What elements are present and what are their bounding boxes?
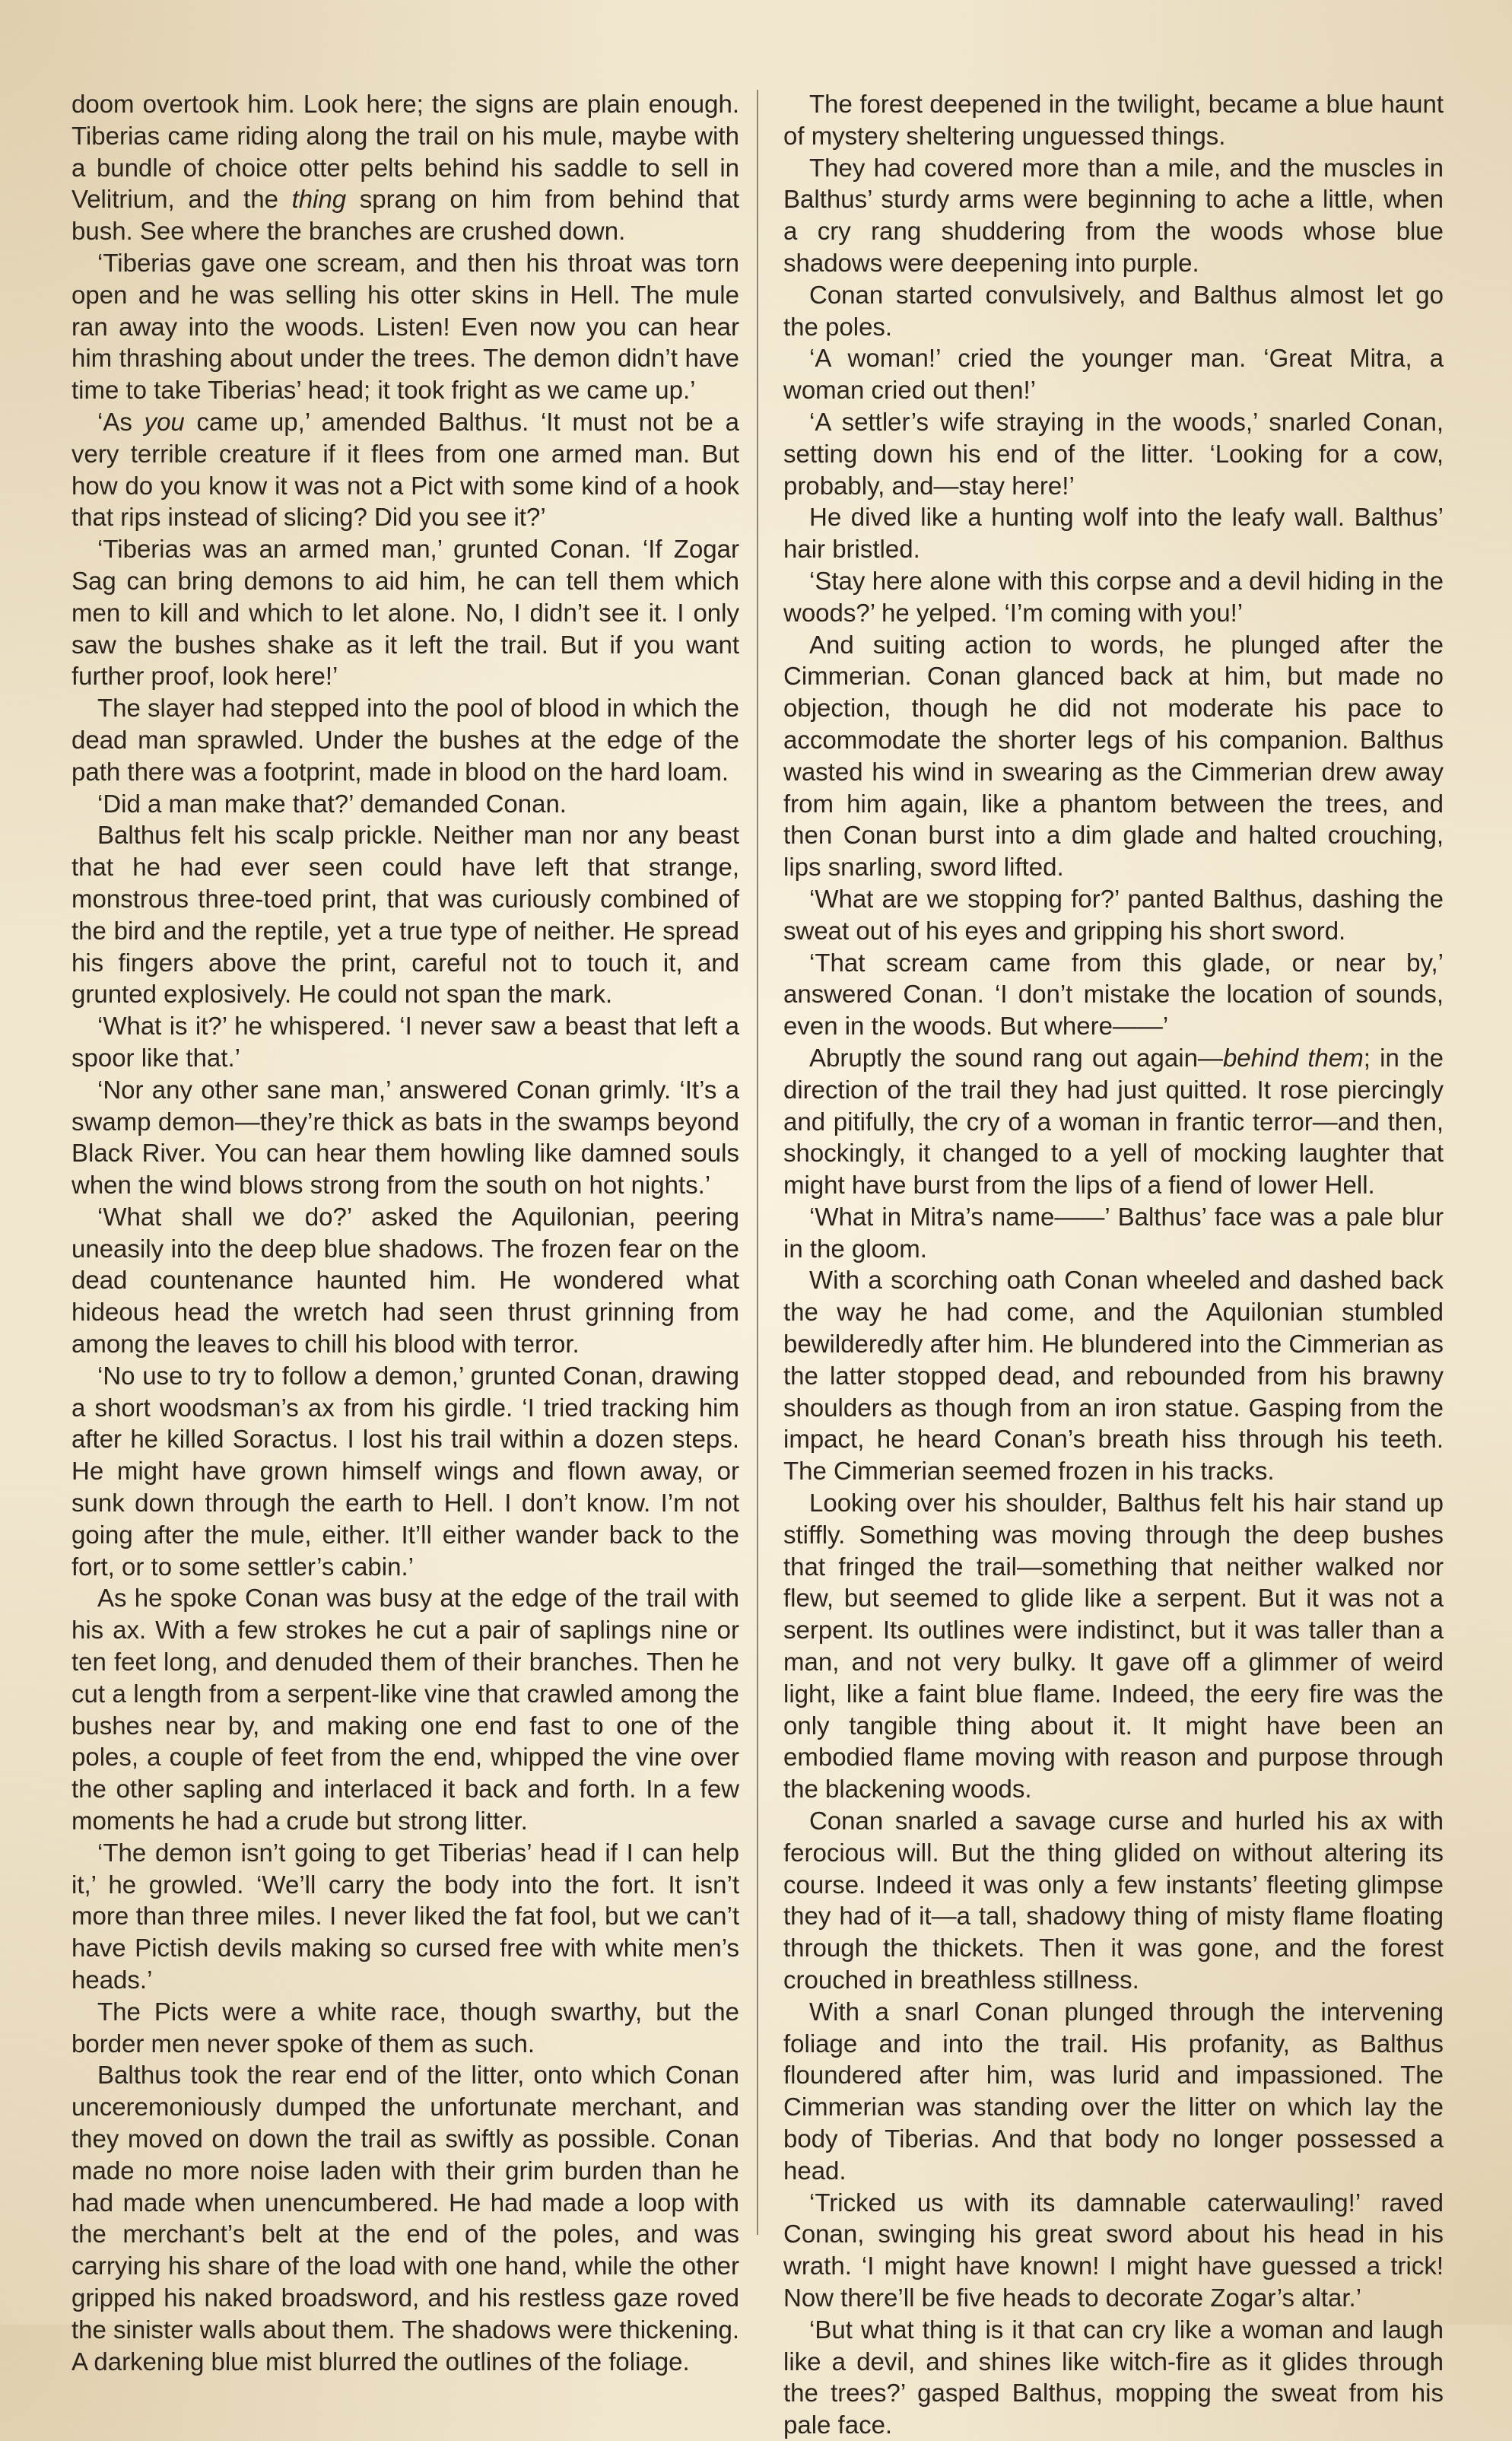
text-run: Balthus felt his scalp prickle. Neither man nor any beast that he had ever seen could have left that strange, monstrous three-toed print, that was curiously combined of the bird and the reptile, yet a true type of neither. He spread his fingers above the print, careful not to touch it, and grunted explosively. He could not span the mark.	[71, 821, 739, 1009]
paragraph	[783, 1805, 1444, 1996]
emphasis-text: thing	[291, 185, 347, 214]
text-run: Balthus took the rear end of the litter, onto which Conan unceremoniously dumped the unfortunate merchant, and they moved on down the trail as swiftly as possible. Conan made no more noise laden with their grim burden than he had made when unencumbered. He had made a loop with the merchant’s belt at the end of the poles, and was carrying his share of the load with one hand, while the other gripped his naked broadsword, and his restless gaze roved the sinister walls about them. The shadows were thickening. A darkening blue mist blurred the outlines of the foliage.	[71, 2061, 740, 2376]
paragraph	[71, 1582, 739, 1836]
paragraph	[783, 342, 1444, 406]
text-run: ‘Stay here alone with this corpse and a devil hiding in the woods?’ he yelped. ‘I’m coming with you!’	[783, 566, 1444, 627]
paragraph	[783, 88, 1444, 152]
text-run: ‘What in Mitra’s name——’ Balthus’ face was a pale blur in the gloom.	[783, 1202, 1444, 1263]
text-run: ‘Nor any other sane man,’ answered Conan grimly. ‘It’s a swamp demon—they’re thick as bats in the swamps beyond Black River. You can hear them howling like damned souls when the wind blows strong from the south on hot nights.’	[71, 1075, 739, 1200]
paragraph	[783, 152, 1444, 279]
paragraph	[783, 501, 1444, 565]
emphasis-text: behind them	[1222, 1043, 1364, 1072]
left-text-column	[71, 88, 740, 2376]
text-run: As he spoke Conan was busy at the edge of the trail with his ax. With a few strokes he cut a pair of saplings nine or ten feet long, and denuded them of their branches. Then he cut a length from a serpent-like vine that crawled among the bushes near by, and making one end fast to one of the poles, a couple of feet from the end, whipped the vine over the other sapling and interlaced it back and forth. In a few moments he had a crude but strong litter.	[71, 1584, 739, 1836]
text-run: ‘Did a man make that?’ demanded Conan.	[97, 789, 567, 818]
paragraph	[783, 1201, 1444, 1265]
text-run: With a snarl Conan plunged through the intervening foliage and into the trail. His profanity, as Balthus floundered after him, was lurid and impassioned. The Cimmerian was standing over the litter on which lay the body of Tiberias. And that body no longer possessed a head.	[783, 1997, 1444, 2185]
paragraph	[71, 1360, 739, 1583]
right-text-column	[783, 88, 1444, 2439]
paragraph	[71, 1201, 739, 1360]
paragraph	[71, 1996, 739, 2060]
text-run: ‘A settler’s wife straying in the woods,’ snarled Conan, setting down his end of the litter. ‘Looking for a cow, probably, and—stay here!’	[783, 407, 1444, 500]
text-run: ‘That scream came from this glade, or near by,’ answered Conan. ‘I don’t mistake the location of sounds, even in the woods. But where——’	[783, 948, 1444, 1041]
text-run: And suiting action to words, he plunged after the Cimmerian. Conan glanced back at him, but made no objection, though he did not moderate his pace to accommodate the shorter legs of his companion. Balthus wasted his wind in swearing as the Cimmerian drew away from him again, like a phantom between the trees, and then Conan burst into a dim glade and halted crouching, lips snarling, sword lifted.	[783, 630, 1444, 882]
text-run: With a scorching oath Conan wheeled and dashed back the way he had come, and the Aquilonian stumbled bewilderedly after him. He blundered into the Cimmerian as the latter stopped dead, and rebounded from his brawny shoulders as though from an iron statue. Gasping from the impact, he heard Conan’s breath hiss through his teeth. The Cimmerian seemed frozen in his tracks.	[783, 1266, 1444, 1486]
text-run: came up,’ amended Balthus. ‘It must not be a very terrible creature if it flees from one armed man. But how do you know it was not a Pict with some kind of a hook that rips instead of slicing? Did you see it?’	[71, 407, 739, 532]
text-run: ; in the direction of the trail they had just quitted. It rose piercingly and pitifully, the cry of a woman in frantic terror—and then, shockingly, it changed to a yell of mocking laughter that might have burst from the lips of a fiend of lower Hell.	[783, 1043, 1444, 1200]
text-run: ‘Tiberias was an armed man,’ grunted Conan. ‘If Zogar Sag can bring demons to aid him, he can tell them which men to kill and which to let alone. No, I didn’t see it. I only saw the bushes shake as it left the trail. But if you want further proof, look here!’	[71, 535, 739, 691]
text-run: He dived like a hunting wolf into the leafy wall. Balthus’ hair bristled.	[783, 503, 1444, 564]
paragraph	[71, 1074, 739, 1201]
paragraph	[783, 279, 1444, 343]
paragraph	[783, 406, 1444, 501]
emphasis-text: you	[144, 407, 185, 436]
paragraph	[71, 2059, 739, 2377]
paragraph	[783, 947, 1444, 1042]
paragraph	[71, 533, 739, 692]
paragraph	[71, 819, 739, 1010]
column-divider	[757, 90, 758, 2235]
text-run: Conan snarled a savage curse and hurled his ax with ferocious will. But the thing glided on without altering its course. Indeed it was only a few instants’ fleeting glimpse they had of it—a tall, shadowy thing of misty flame floating through the thickets. Then it was gone, and the forest crouched in breathless stillness.	[783, 1807, 1444, 1994]
text-run: ‘What is it?’ he whispered. ‘I never saw a beast that left a spoor like that.’	[71, 1012, 739, 1072]
paragraph	[71, 406, 739, 533]
paragraph	[71, 692, 739, 787]
paragraph	[783, 629, 1444, 883]
text-run: doom overtook him. Look here; the signs are plain enough. Tiberias came riding along the trail on his mule, maybe with a bundle of choice otter pelts behind his saddle to sell in Velitrium, and the	[71, 90, 739, 214]
text-run: They had covered more than a mile, and the muscles in Balthus’ sturdy arms were beginning to ache a little, when a cry rang shuddering from the woods whose blue shadows were deepening into purple.	[783, 153, 1444, 277]
paragraph	[71, 247, 739, 406]
paragraph	[783, 1264, 1444, 1487]
text-run: The slayer had stepped into the pool of blood in which the dead man sprawled. Under the bushes at the edge of the path there was a footprint, made in blood on the hard loam.	[71, 694, 739, 786]
paragraph	[71, 1010, 739, 1074]
paragraph	[783, 883, 1444, 947]
text-run: ‘No use to try to follow a demon,’ grunted Conan, drawing a short woodsman’s ax from his girdle. ‘I tried tracking him after he killed Soractus. I lost his trail within a dozen steps. He might have grown himself wings and flown away, or sunk down through the earth to Hell. I don’t know. I’m not going after the mule, either. It’ll either wander back to the fort, or to some settler’s cabin.’	[71, 1361, 739, 1581]
paragraph	[783, 2314, 1444, 2441]
text-run: The Picts were a white race, though swarthy, but the border men never spoke of them as such.	[71, 1997, 739, 2058]
paragraph	[71, 788, 739, 820]
paragraph	[783, 1996, 1444, 2187]
text-run: Looking over his shoulder, Balthus felt his hair stand up stiffly. Something was moving through the deep bushes that fringed the trail—something that neither walked nor flew, but seemed to glide like a serpent. But it was not a serpent. Its outlines were indistinct, but it was taller than a man, and not very bulky. It gave off a glimmer of weird light, like a faint blue flame. Indeed, the eery fire was the only tangible thing about it. It might have been an embodied flame moving with reason and purpose through the blackening woods.	[783, 1489, 1444, 1804]
paragraph	[783, 1487, 1444, 1805]
text-run: ‘Tiberias gave one scream, and then his throat was torn open and he was selling his otter skins in Hell. The mule ran away into the woods. Listen! Even now you can hear him thrashing about under the trees. The demon didn’t have time to take Tiberias’ head; it took fright as we came up.’	[71, 248, 739, 405]
paragraph	[783, 565, 1444, 629]
text-run: ‘What are we stopping for?’ panted Balthus, dashing the sweat out of his eyes and gripping his short sword.	[783, 884, 1444, 945]
paragraph	[71, 88, 739, 247]
paragraph	[783, 2187, 1444, 2314]
text-run: ‘A woman!’ cried the younger man. ‘Great Mitra, a woman cried out then!’	[783, 344, 1444, 405]
text-run: The forest deepened in the twilight, became a blue haunt of mystery sheltering unguessed things.	[783, 90, 1444, 150]
text-run: sprang on him from behind that bush. See where the branches are crushed down.	[71, 185, 739, 246]
text-run: ‘As	[97, 407, 145, 436]
text-run: Abruptly the sound rang out again—	[809, 1043, 1223, 1072]
text-run: Conan started convulsively, and Balthus almost let go the poles.	[783, 280, 1444, 341]
paragraph	[71, 1837, 739, 1996]
text-run: ‘What shall we do?’ asked the Aquilonian, peering uneasily into the deep blue shadows. The frozen fear on the dead countenance haunted him. He wondered what hideous head the wretch had seen thrust grinning from among the leaves to chill his blood with terror.	[71, 1202, 739, 1359]
text-run: ‘Tricked us with its damnable caterwauling!’ raved Conan, swinging his great sword about his head in his wrath. ‘I might have known! I might have guessed a trick! Now there’ll be five heads to decorate Zogar’s altar.’	[783, 2188, 1444, 2312]
text-run: ‘But what thing is it that can cry like a woman and laugh like a devil, and shines like witch-fire as it glides through the trees?’ gasped Balthus, mopping the sweat from his pale face.	[783, 2315, 1444, 2439]
text-run: ‘The demon isn’t going to get Tiberias’ head if I can help it,’ he growled. ‘We’ll carry the body into the fort. It isn’t more than three miles. I never liked the fat fool, but we can’t have Pictish devils making so cursed free with white men’s heads.’	[71, 1838, 739, 1994]
paragraph	[783, 1042, 1444, 1201]
